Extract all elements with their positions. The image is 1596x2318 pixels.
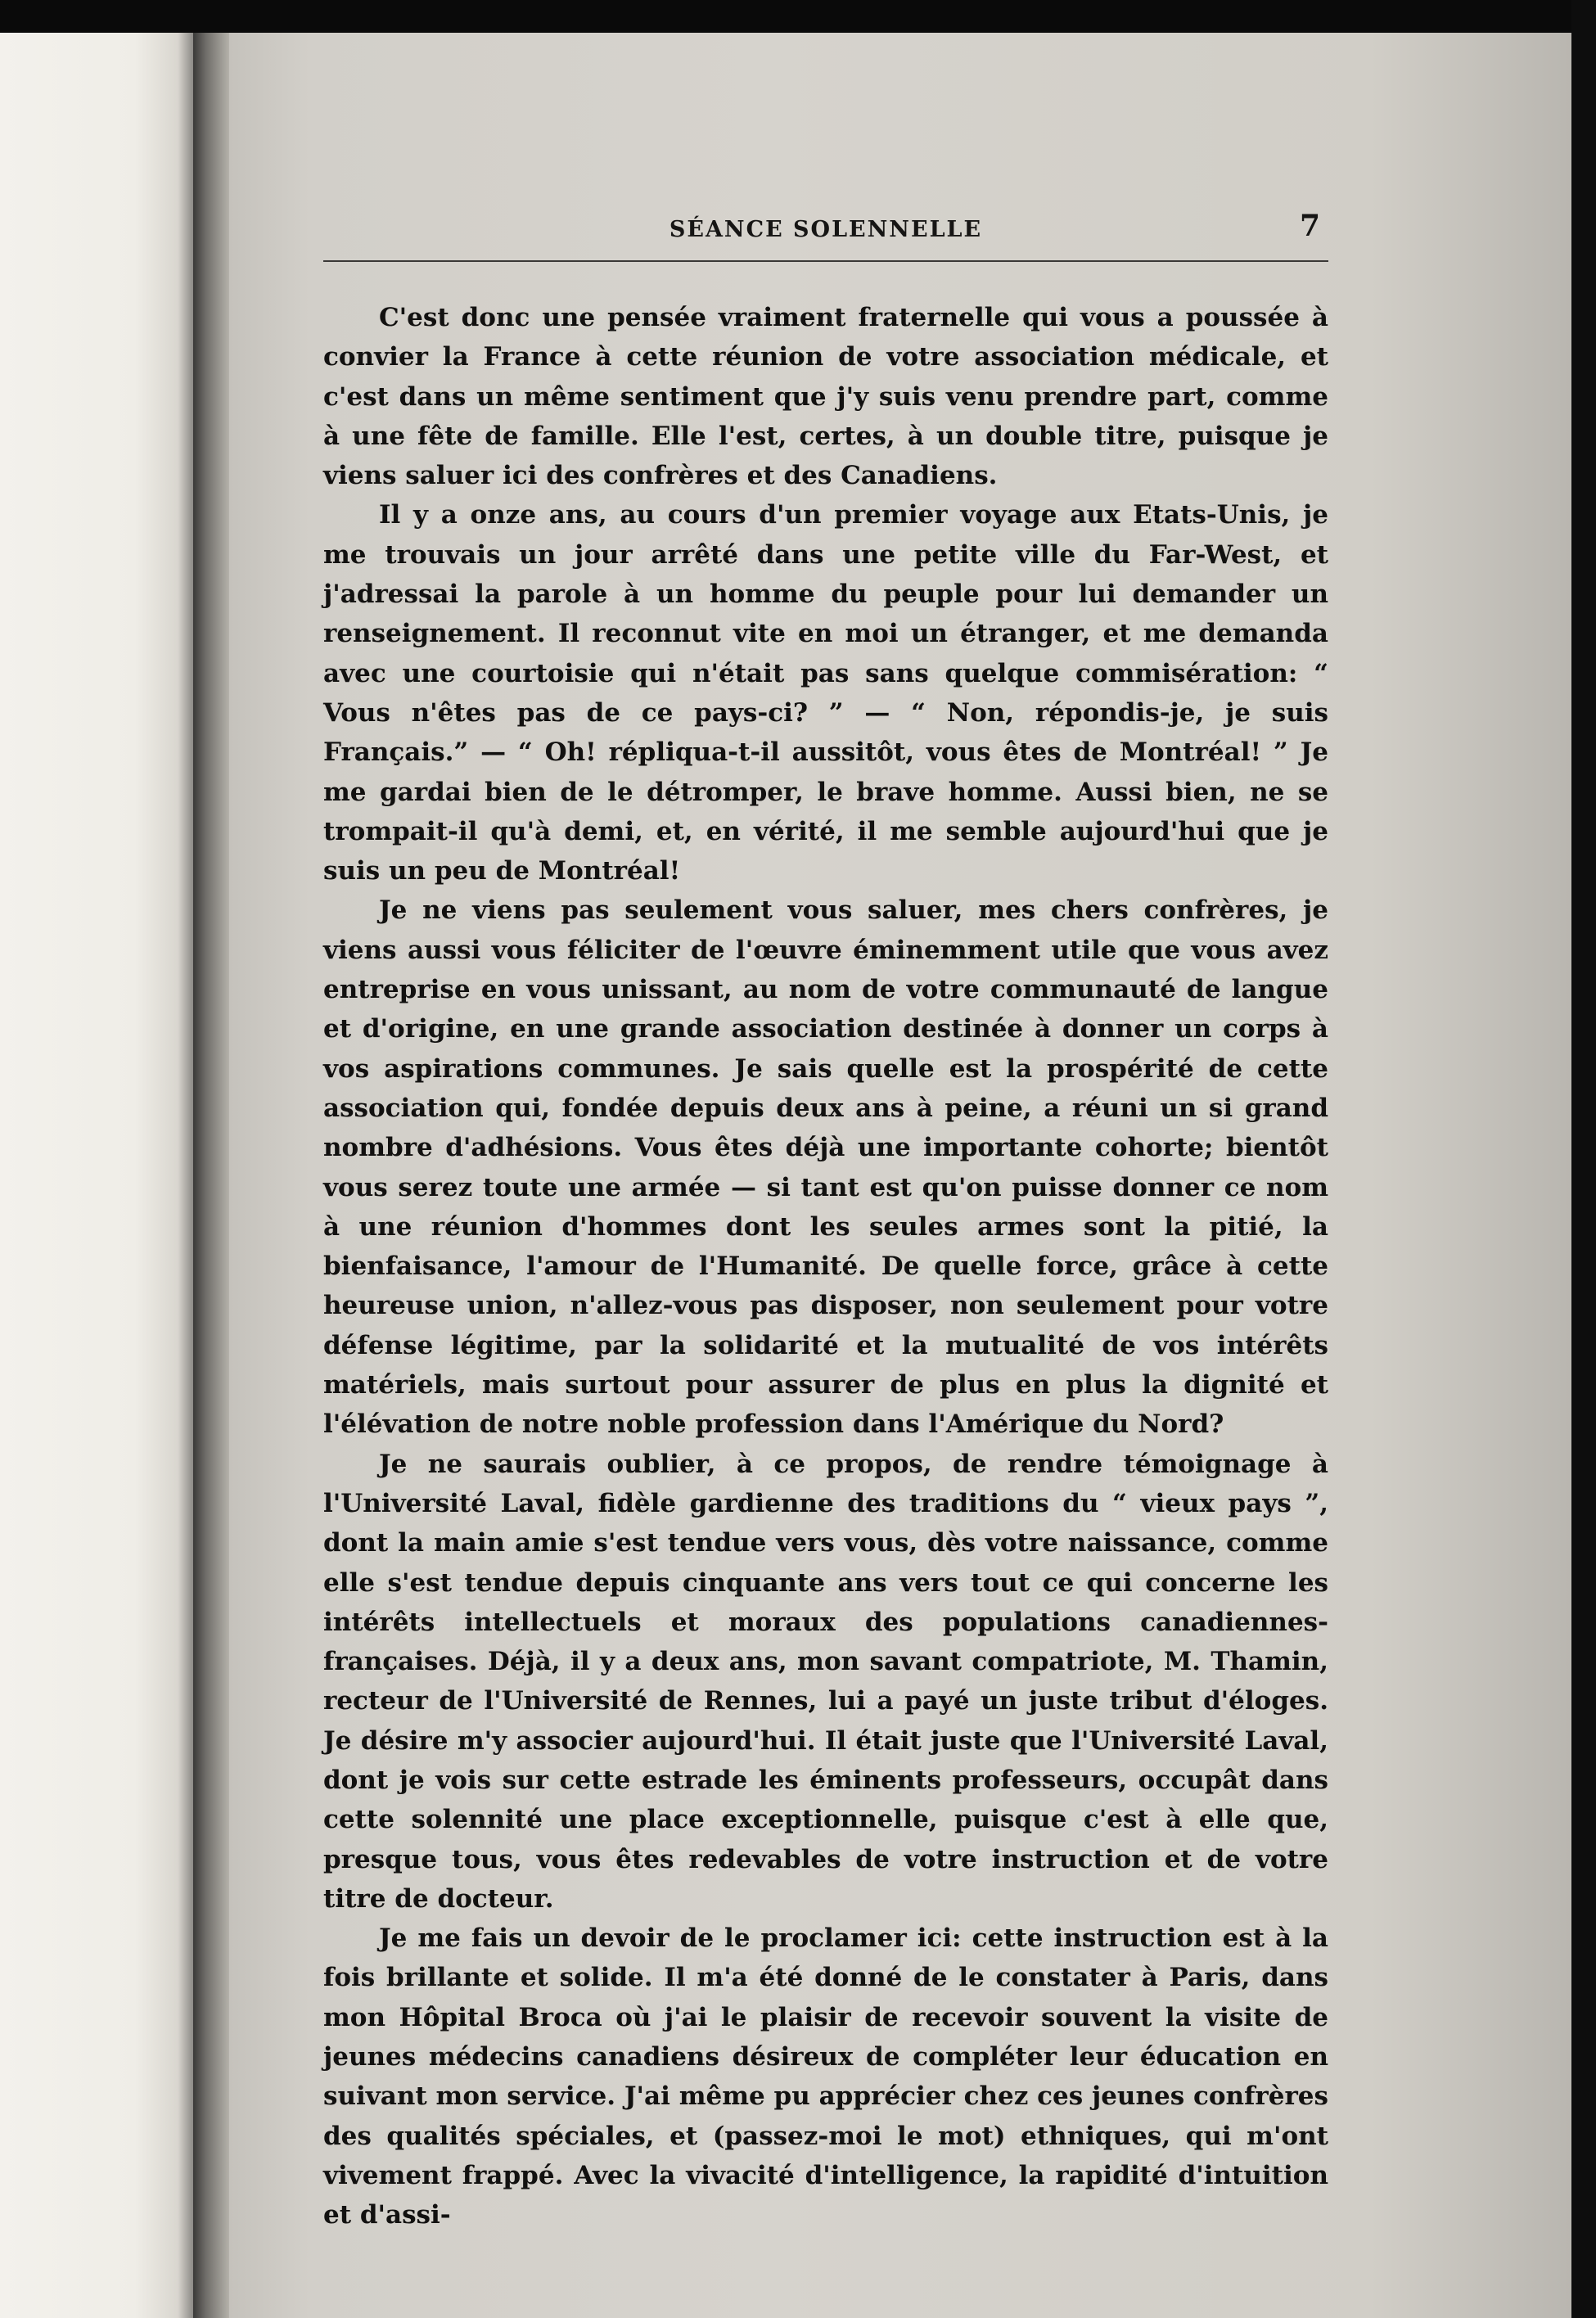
paragraph: Il y a onze ans, au cours d'un premier voyage aux Etats-Unis, je me trouvais un jour arrêté dans une petite ville du Far-West, et j'adressai la parole à un homme du peuple pour lui demander un renseignement. Il reconnut vite en moi un étranger, et me demanda avec une courtoisie qui n'était pas sans quelque commisération: “ Vous n'êtes pas de ce pays-ci? ” — “ Non, répondis-je, je suis Français.” — “ Oh! répliqua-t-il aussitôt, vous êtes de Montréal! ” Je me gardai bien de le détromper, le brave homme. Aussi bien, ne se trompait-il qu'à demi, et, en vérité, il me semble aujourd'hui que je suis un peu de Montréal! <box>323 500 1328 886</box>
header-rule <box>323 260 1328 262</box>
binding-gutter <box>193 33 229 2318</box>
scan-right-edge <box>1571 0 1596 2318</box>
paragraph: C'est donc une pensée vraiment fraternelle qui vous a poussée à convier la France à cette réunion de votre association médicale, et c'est dans un même sentiment que j'y suis venu prendre part, comme à une fête de famille. Elle l'est, certes, à un double titre, puisque je viens saluer ici des confrères et des Canadiens. <box>323 303 1328 491</box>
running-head-title: SÉANCE SOLENNELLE <box>669 217 983 242</box>
paragraph: Je me fais un devoir de le proclamer ici: cette instruction est à la fois brillante et solide. Il m'a été donné de le constater à Paris, dans mon Hôpital Broca où j'ai le plaisir de recevoir souvent la visite de jeunes médecins canadiens désireux de compléter leur éducation en suivant mon service. J'ai même pu apprécier chez ces jeunes confrères des qualités spéciales, et (passez-moi le mot) ethniques, qui m'ont vivement frappé. Avec la vivacité d'intelligence, la rapidité d'intuition et d'assi- <box>323 1923 1328 2230</box>
running-head <box>323 209 1328 258</box>
page-number: 7 <box>1299 209 1320 243</box>
scan-top-edge <box>0 0 1596 33</box>
body-text <box>323 298 1328 2235</box>
paragraph: Je ne saurais oublier, à ce propos, de rendre témoignage à l'Université Laval, fidèle gardienne des traditions du “ vieux pays ”, dont la main amie s'est tendue vers vous, dès votre naissance, comme elle s'est tendue depuis cinquante ans vers tout ce qui concerne les intérêts intellectuels et moraux des populations canadiennes-françaises. Déjà, il y a deux ans, mon savant compatriote, M. Thamin, recteur de l'Université de Rennes, lui a payé un juste tribut d'éloges. Je désire m'y associer aujourd'hui. Il était juste que l'Université Laval, dont je vois sur cette estrade les éminents professeurs, occupât dans cette solennité une place exceptionnelle, puisque c'est à elle que, presque tous, vous êtes redevables de votre instruction et de votre titre de docteur. <box>323 1449 1328 1914</box>
paragraph: Je ne viens pas seulement vous saluer, mes chers confrères, je viens aussi vous féliciter de l'œuvre éminemment utile que vous avez entreprise en vous unissant, au nom de votre communauté de langue et d'origine, en une grande association destinée à donner un corps à vos aspirations communes. Je sais quelle est la prospérité de cette association qui, fondée depuis deux ans à peine, a réuni un si grand nombre d'adhésions. Vous êtes déjà une importante cohorte; bientôt vous serez toute une armée — si tant est qu'on puisse donner ce nom à une réunion d'hommes dont les seules armes sont la pitié, la bienfaisance, l'amour de l'Humanité. De quelle force, grâce à cette heureuse union, n'allez-vous pas disposer, non seulement pour votre défense légitime, par la solidarité et la mutualité de vos intérêts matériels, mais surtout pour assurer de plus en plus la dignité et l'élévation de notre noble profession dans l'Amérique du Nord? <box>323 895 1328 1440</box>
facing-page-edge <box>0 33 193 2318</box>
